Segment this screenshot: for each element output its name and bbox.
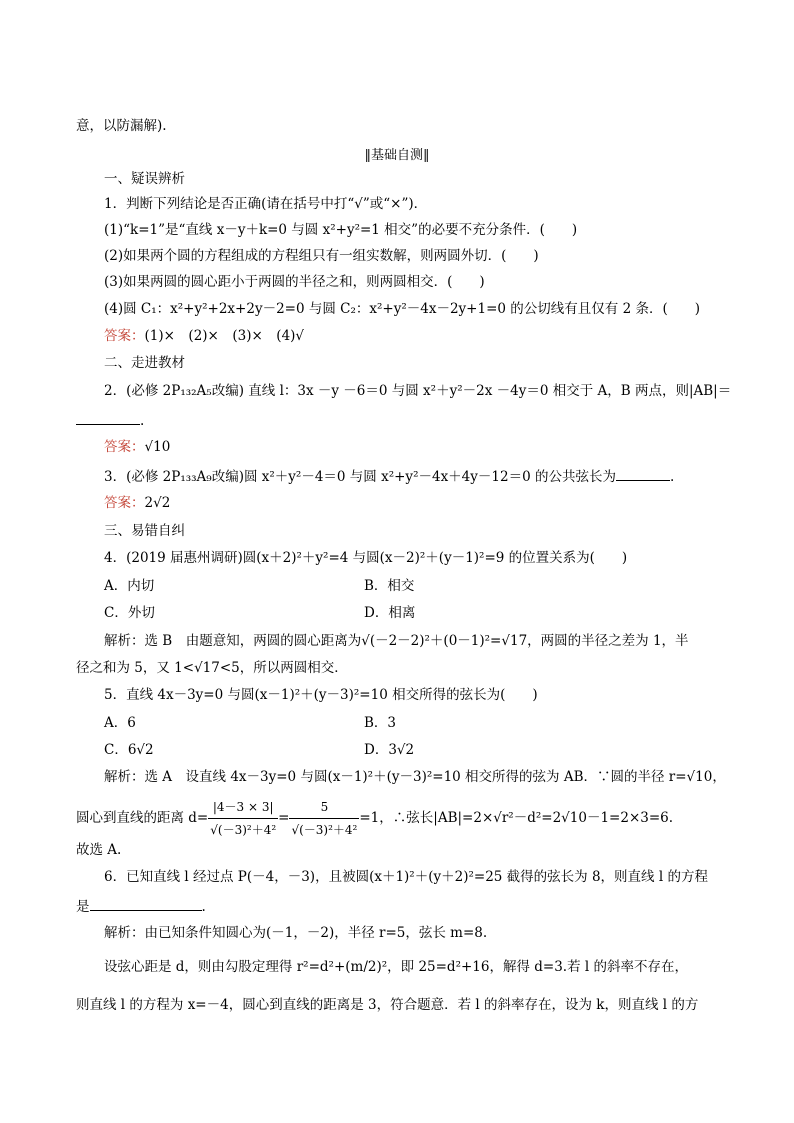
question-4: 4．(2019 届惠州调研)圆(x＋2)²＋y²=4 与圆(x－2)²＋(y－1)²=9 的位置关系为( ) <box>104 550 628 566</box>
section-title: 二、走进教材 <box>104 355 185 371</box>
choice-a: A．6 <box>104 715 136 731</box>
question-5: 5．直线 4x－3y=0 与圆(x－1)²＋(y－3)²=10 相交所得的弦长为( ) <box>104 687 538 703</box>
question-1-item-1: (1)“k=1”是“直线 x－y＋k=0 与圆 x²+y²=1 相交”的必要不充分条件．( ) <box>104 222 578 238</box>
fraction <box>289 796 359 841</box>
question-6-line-2: 是 . <box>76 896 206 916</box>
choice-b: B．相交 <box>364 578 415 594</box>
answer-text: 2√2 <box>144 495 171 511</box>
denominator: √(－3)²＋4² <box>210 823 277 837</box>
text-line: 意，以防漏解). <box>76 118 167 134</box>
question-6-text: 是 <box>76 899 90 915</box>
answer-2 <box>104 438 170 456</box>
solution-5-line-1: 解析：选 A 设直线 4x－3y=0 与圆(x－1)²＋(y－3)²=10 相交所得的弦为 AB．∵圆的半径 r=√10， <box>104 769 726 785</box>
choice-c: C．外切 <box>104 605 155 621</box>
solution-text: =1，∴弦长|AB|=2×√r²－d²=2√10－1=2×3=6. <box>359 810 674 826</box>
equals-sign: = <box>278 810 290 826</box>
question-1-item-4: (4)圆 C₁：x²+y²+2x+2y－2=0 与圆 C₂：x²+y²－4x－2y+1=0 的公切线有且仅有 2 条．( ) <box>104 301 700 317</box>
question-1: 1．判断下列结论是否正确(请在括号中打“√”或“×”)． <box>104 196 428 212</box>
section-title: 三、易错自纠 <box>104 523 185 539</box>
solution-6-line-3: 则直线 l 的方程为 x=－4，圆心到直线的距离是 3，符合题意．若 l 的斜率存在，设为 k，则直线 l 的方 <box>76 997 699 1013</box>
answer-label: 答案： <box>104 328 145 344</box>
answer-1 <box>104 327 304 345</box>
question-1-item-2: (2)如果两个圆的方程组成的方程组只有一组实数解，则两圆外切．( ) <box>104 248 539 264</box>
solution-5-line-2 <box>76 796 673 841</box>
choice-d: D．相离 <box>364 605 416 621</box>
solution-6-line-1: 解析：由已知条件知圆心为(－1，－2)，半径 r=5，弦长 m=8. <box>104 925 488 941</box>
answer-text: (1)× (2)× (3)× (4)√ <box>144 328 305 344</box>
answer-blank: . <box>76 410 144 430</box>
solution-5-line-3: 故选 A. <box>76 842 122 858</box>
choice-d: D．3√2 <box>364 742 415 758</box>
question-1-item-3: (3)如果两圆的圆心距小于两圆的半径之和，则两圆相交．( ) <box>104 274 485 290</box>
solution-4-line-2: 径之和为 5，又 1<√17<5，所以两圆相交． <box>76 660 348 676</box>
answer-label: 答案： <box>104 439 145 455</box>
denominator: √(－3)²＋4² <box>291 823 358 837</box>
section-heading: ‖基础自测‖ <box>364 148 430 163</box>
choice-b: B．3 <box>364 715 397 731</box>
question-3: 3．(必修 2P₁₃₃A₉改编)圆 x²＋y²－4＝0 与圆 x²+y²－4x＋4y－12＝0 的公共弦长为 . <box>104 466 674 486</box>
section-title: 一、疑误辨析 <box>104 171 185 187</box>
solution-6-line-2: 设弦心距是 d，则由勾股定理得 r²=d²+(m/2)²，即 25=d²+16，解得 d=3.若 l 的斜率不存在， <box>104 959 688 975</box>
question-2: 2．(必修 2P₁₃₂A₅改编) 直线 l：3x －y －6＝0 与圆 x²＋y²－2x －4y＝0 相交于 A，B 两点，则|AB|＝ <box>104 383 732 399</box>
choice-c: C．6√2 <box>104 742 154 758</box>
answer-text: √10 <box>144 439 171 455</box>
fraction <box>208 796 278 841</box>
question-6-line-1: 6．已知直线 l 经过点 P(－4，－3)，且被圆(x＋1)²＋(y＋2)²=25 截得的弦长为 8，则直线 l 的方程 <box>104 869 708 885</box>
numerator: |4－3 × 3| <box>208 796 278 819</box>
solution-text: 圆心到直线的距离 d= <box>76 810 209 826</box>
solution-4-line-1: 解析：选 B 由题意知，两圆的圆心距离为√(－2－2)²＋(0－1)²=√17，两圆的半径之差为 1，半 <box>104 633 689 649</box>
question-3-text: 3．(必修 2P₁₃₃A₉改编)圆 x²＋y²－4＝0 与圆 x²+y²－4x＋4y－12＝0 的公共弦长为 <box>104 469 616 485</box>
numerator: 5 <box>289 796 359 819</box>
choice-a: A．内切 <box>104 578 155 594</box>
answer-3 <box>104 494 170 512</box>
answer-label: 答案： <box>104 495 145 511</box>
